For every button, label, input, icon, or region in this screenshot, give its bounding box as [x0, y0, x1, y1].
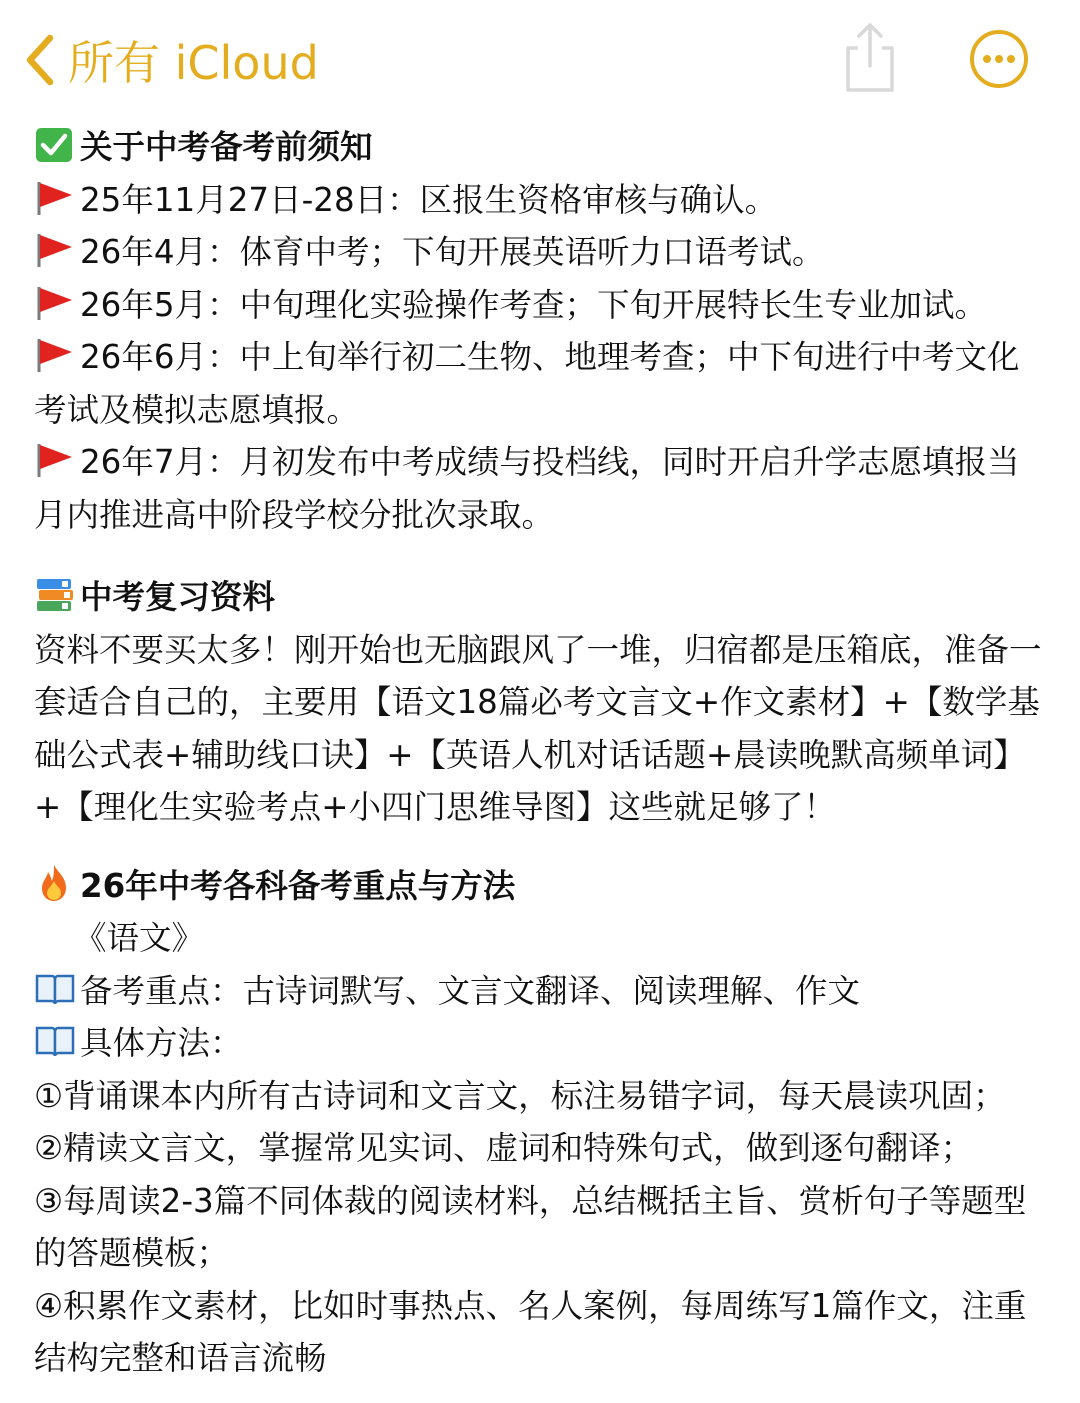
list-item [34, 174, 1048, 227]
check-mark-icon [34, 126, 78, 164]
share-button[interactable] [838, 20, 902, 96]
list-item [34, 279, 1048, 332]
more-icon [968, 75, 1030, 94]
list-item-text: 26年5月：中旬理化实验操作考查；下旬开展特长生专业加试。 [80, 285, 988, 324]
open-book-icon [34, 1022, 78, 1060]
focus-line [34, 965, 1048, 1018]
red-flag-icon [34, 284, 78, 322]
section-body: 资料不要买太多！刚开始也无脑跟风了一堆，归宿都是压箱底，准备一套适合自己的，主要用【语文18篇必考文言文+作文素材】+【数学基础公式表+辅助线口诀】+【英语人机对话话题+晨读晚默高频单词】+【理化生实验考点+小四门思维导图】这些就足够了！ [34, 630, 1042, 826]
method-item: ①背诵课本内所有古诗词和文言文，标注易错字词，每天晨读巩固； [34, 1076, 1006, 1115]
open-book-icon [34, 970, 78, 1008]
list-item [34, 331, 1048, 436]
navigation-bar [0, 0, 1080, 118]
note-body[interactable] [34, 118, 1048, 1385]
methods-label: 具体方法： [80, 1024, 243, 1062]
section-title: 关于中考备考前须知 [80, 128, 373, 166]
spacer [34, 541, 1048, 571]
red-flag-icon [34, 231, 78, 269]
method-item: ③每周读2-3篇不同体裁的阅读材料，总结概括主旨、赏析句子等题型的答题模板； [34, 1181, 1027, 1272]
subject-title: 《语文》 [74, 919, 205, 957]
section-heading [34, 860, 1048, 913]
red-flag-icon [34, 441, 78, 479]
method-item: ②精读文言文，掌握常见实词、虚词和特殊句式，做到逐句翻译； [34, 1129, 974, 1167]
spacer [34, 834, 1048, 860]
fire-icon [34, 863, 78, 901]
list-item-text: 26年4月：体育中考；下旬开展英语听力口语考试。 [80, 233, 825, 271]
focus-text: 备考重点：古诗词默写、文言文翻译、阅读理解、作文 [80, 971, 861, 1010]
section-title: 中考复习资料 [80, 578, 276, 616]
red-flag-icon [34, 179, 78, 217]
methods-label-line [34, 1017, 1048, 1070]
section-title: 26年中考各科备考重点与方法 [80, 866, 516, 905]
back-label: 所有 iCloud [68, 36, 319, 90]
list-item [34, 436, 1048, 541]
section-heading [34, 571, 1048, 624]
chevron-left-icon [22, 32, 56, 88]
method-item: ④积累作文素材，比如时事热点、名人案例，每周练写1篇作文，注重结构完整和语言流畅 [34, 1286, 1027, 1377]
red-flag-icon [34, 336, 78, 374]
section-heading [34, 121, 1048, 174]
back-button[interactable] [22, 26, 319, 94]
list-item-text: 26年6月：中上旬举行初二生物、地理考查；中下旬进行中考文化考试及模拟志愿填报。 [34, 338, 1020, 429]
list-item [34, 226, 1048, 279]
list-item-text: 25年11月27日-28日：区报生资格审核与确认。 [80, 180, 778, 219]
books-icon [34, 576, 78, 614]
share-icon [838, 81, 902, 100]
more-button[interactable] [968, 28, 1030, 90]
list-item-text: 26年7月：月初发布中考成绩与投档线，同时开启升学志愿填报当月内推进高中阶段学校分批次录取。 [34, 443, 1020, 534]
